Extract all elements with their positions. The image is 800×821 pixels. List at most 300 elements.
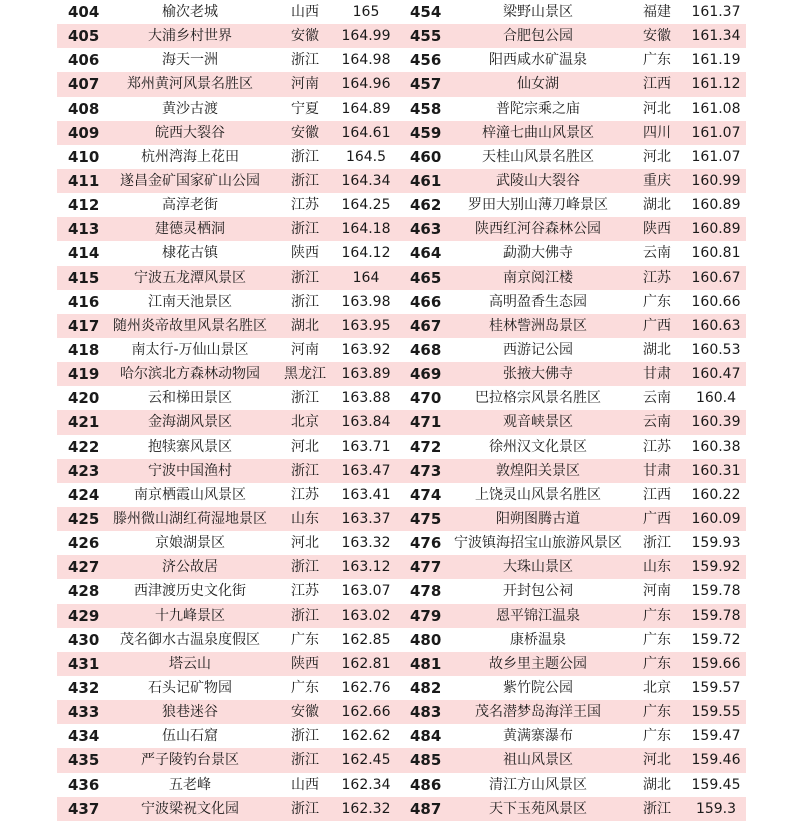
rank-cell: 421 xyxy=(68,413,100,432)
rank-cell: 422 xyxy=(68,437,100,456)
scenic-name-cell: 仙女湖 xyxy=(517,76,559,93)
rank-cell: 427 xyxy=(68,558,100,577)
rank-cell: 434 xyxy=(68,727,100,746)
rank-cell: 464 xyxy=(410,244,442,263)
score-cell: 159.57 xyxy=(691,679,741,696)
rank-cell: 474 xyxy=(410,485,442,504)
rank-cell: 435 xyxy=(68,751,100,770)
score-cell: 160.99 xyxy=(691,172,741,189)
scenic-name-cell: 勐泐大佛寺 xyxy=(503,245,573,262)
rank-cell: 404 xyxy=(68,3,100,21)
score-cell: 160.89 xyxy=(691,221,741,238)
province-cell: 浙江 xyxy=(291,607,319,624)
score-cell: 160.66 xyxy=(691,293,741,310)
rank-cell: 465 xyxy=(410,268,442,287)
table-row xyxy=(57,145,746,169)
table-row xyxy=(57,604,746,628)
score-cell: 162.45 xyxy=(341,752,391,769)
score-cell: 159.47 xyxy=(691,728,741,745)
rank-cell: 469 xyxy=(410,365,442,384)
province-cell: 陕西 xyxy=(291,245,319,262)
province-cell: 浙江 xyxy=(291,559,319,576)
province-cell: 浙江 xyxy=(291,52,319,69)
rank-cell: 432 xyxy=(68,678,100,697)
scenic-name-cell: 黄沙古渡 xyxy=(162,100,218,117)
scenic-name-cell: 徐州汉文化景区 xyxy=(489,438,587,455)
score-cell: 164.5 xyxy=(345,148,387,165)
rank-cell: 423 xyxy=(68,461,100,480)
score-cell: 160.22 xyxy=(691,486,741,503)
province-cell: 浙江 xyxy=(291,800,319,817)
province-cell: 江苏 xyxy=(291,197,319,214)
rank-cell: 420 xyxy=(68,389,100,408)
province-cell: 甘肃 xyxy=(643,366,671,383)
rank-cell: 416 xyxy=(68,292,100,311)
province-cell: 江苏 xyxy=(643,269,671,286)
province-cell: 广东 xyxy=(643,655,671,672)
rank-cell: 437 xyxy=(68,799,100,818)
score-cell: 163.92 xyxy=(341,341,391,358)
table-row xyxy=(57,724,746,748)
scenic-name-cell: 梁野山景区 xyxy=(503,4,573,20)
score-cell: 164.12 xyxy=(341,245,391,262)
scenic-name-cell: 天桂山风景名胜区 xyxy=(482,148,594,165)
scenic-name-cell: 西津渡历史文化街 xyxy=(134,583,246,600)
score-cell: 163.41 xyxy=(341,486,391,503)
table-row xyxy=(57,579,746,603)
province-cell: 江西 xyxy=(643,76,671,93)
province-cell: 浙江 xyxy=(291,728,319,745)
table-row xyxy=(57,169,746,193)
score-cell: 159.93 xyxy=(691,535,741,552)
rank-cell: 454 xyxy=(410,3,442,21)
score-cell: 159.78 xyxy=(691,607,741,624)
score-cell: 159.3 xyxy=(695,800,737,817)
province-cell: 甘肃 xyxy=(643,462,671,479)
scenic-name-cell: 哈尔滨北方森林动物园 xyxy=(120,366,260,383)
rank-cell: 424 xyxy=(68,485,100,504)
table-row xyxy=(57,628,746,652)
scenic-name-cell: 祖山风景区 xyxy=(503,752,573,769)
scenic-name-cell: 天下玉苑风景区 xyxy=(489,800,587,817)
rank-cell: 461 xyxy=(410,171,442,190)
ranking-table xyxy=(57,0,746,821)
table-row xyxy=(57,338,746,362)
rank-cell: 475 xyxy=(410,509,442,528)
score-cell: 163.71 xyxy=(341,438,391,455)
table-row xyxy=(57,48,746,72)
rank-cell: 457 xyxy=(410,75,442,94)
scenic-name-cell: 随州炎帝故里风景名胜区 xyxy=(113,317,267,334)
province-cell: 河南 xyxy=(291,341,319,358)
table-row xyxy=(57,121,746,145)
score-cell: 162.81 xyxy=(341,655,391,672)
province-cell: 广东 xyxy=(643,728,671,745)
table-row xyxy=(57,241,746,265)
score-cell: 161.12 xyxy=(691,76,741,93)
scenic-name-cell: 上饶灵山风景名胜区 xyxy=(475,486,601,503)
scenic-name-cell: 高明盈香生态园 xyxy=(489,293,587,310)
province-cell: 山西 xyxy=(291,4,319,20)
scenic-name-cell: 陕西红河谷森林公园 xyxy=(475,221,601,238)
rank-cell: 473 xyxy=(410,461,442,480)
province-cell: 山东 xyxy=(643,559,671,576)
scenic-name-cell: 紫竹院公园 xyxy=(503,679,573,696)
rank-cell: 407 xyxy=(68,75,100,94)
scenic-name-cell: 棣花古镇 xyxy=(162,245,218,262)
scenic-name-cell: 梓潼七曲山风景区 xyxy=(482,124,594,141)
score-cell: 163.84 xyxy=(341,414,391,431)
scenic-name-cell: 茂名潜梦岛海洋王国 xyxy=(475,704,601,721)
scenic-name-cell: 杭州湾海上花田 xyxy=(141,148,239,165)
table-row xyxy=(57,386,746,410)
score-cell: 162.32 xyxy=(341,800,391,817)
scenic-name-cell: 阳西咸水矿温泉 xyxy=(489,52,587,69)
province-cell: 江苏 xyxy=(291,486,319,503)
scenic-name-cell: 故乡里主题公园 xyxy=(489,655,587,672)
rank-cell: 425 xyxy=(68,509,100,528)
province-cell: 湖北 xyxy=(643,341,671,358)
rank-cell: 467 xyxy=(410,316,442,335)
scenic-name-cell: 伍山石窟 xyxy=(162,728,218,745)
table-row xyxy=(57,459,746,483)
score-cell: 161.07 xyxy=(691,124,741,141)
province-cell: 浙江 xyxy=(291,462,319,479)
rank-cell: 460 xyxy=(410,147,442,166)
score-cell: 160.67 xyxy=(691,269,741,286)
rank-cell: 479 xyxy=(410,606,442,625)
table-row xyxy=(57,773,746,797)
table-row xyxy=(57,314,746,338)
score-cell: 159.55 xyxy=(691,704,741,721)
scenic-name-cell: 榆次老城 xyxy=(162,4,218,20)
province-cell: 安徽 xyxy=(643,28,671,45)
rank-cell: 476 xyxy=(410,534,442,553)
province-cell: 云南 xyxy=(643,245,671,262)
scenic-name-cell: 南京阅江楼 xyxy=(503,269,573,286)
table-row xyxy=(57,410,746,434)
province-cell: 浙江 xyxy=(291,148,319,165)
province-cell: 湖北 xyxy=(291,317,319,334)
rank-cell: 433 xyxy=(68,703,100,722)
score-cell: 163.02 xyxy=(341,607,391,624)
province-cell: 浙江 xyxy=(291,269,319,286)
table-row xyxy=(57,0,746,24)
table-row xyxy=(57,555,746,579)
province-cell: 重庆 xyxy=(643,172,671,189)
score-cell: 160.4 xyxy=(695,390,737,407)
province-cell: 宁夏 xyxy=(291,100,319,117)
score-cell: 163.47 xyxy=(341,462,391,479)
province-cell: 浙江 xyxy=(291,221,319,238)
score-cell: 163.12 xyxy=(341,559,391,576)
scenic-name-cell: 黄满寨瀑布 xyxy=(503,728,573,745)
scenic-name-cell: 江南天池景区 xyxy=(148,293,232,310)
rank-cell: 428 xyxy=(68,582,100,601)
scenic-name-cell: 五老峰 xyxy=(169,776,211,793)
province-cell: 黑龙江 xyxy=(284,366,326,383)
rank-cell: 484 xyxy=(410,727,442,746)
score-cell: 160.81 xyxy=(691,245,741,262)
score-cell: 162.66 xyxy=(341,704,391,721)
rank-cell: 410 xyxy=(68,147,100,166)
rank-cell: 414 xyxy=(68,244,100,263)
score-cell: 163.88 xyxy=(341,390,391,407)
province-cell: 浙江 xyxy=(643,800,671,817)
province-cell: 陕西 xyxy=(643,221,671,238)
scenic-name-cell: 狼巷迷谷 xyxy=(162,704,218,721)
score-cell: 164.61 xyxy=(341,124,391,141)
table-row xyxy=(57,652,746,676)
score-cell: 159.45 xyxy=(691,776,741,793)
table-row xyxy=(57,290,746,314)
scenic-name-cell: 巴拉格宗风景名胜区 xyxy=(475,390,601,407)
scenic-name-cell: 严子陵钓台景区 xyxy=(141,752,239,769)
rank-cell: 477 xyxy=(410,558,442,577)
scenic-name-cell: 宁波镇海招宝山旅游风景区 xyxy=(454,535,622,552)
province-cell: 浙江 xyxy=(291,172,319,189)
province-cell: 广东 xyxy=(291,679,319,696)
scenic-name-cell: 十九峰景区 xyxy=(155,607,225,624)
table-row xyxy=(57,97,746,121)
scenic-name-cell: 罗田大别山薄刀峰景区 xyxy=(468,197,608,214)
province-cell: 浙江 xyxy=(291,293,319,310)
scenic-name-cell: 济公故居 xyxy=(162,559,218,576)
score-cell: 159.78 xyxy=(691,583,741,600)
rank-cell: 482 xyxy=(410,678,442,697)
province-cell: 浙江 xyxy=(291,752,319,769)
scenic-name-cell: 宁波中国渔村 xyxy=(148,462,232,479)
rank-cell: 463 xyxy=(410,220,442,239)
scenic-name-cell: 观音峡景区 xyxy=(503,414,573,431)
score-cell: 160.47 xyxy=(691,366,741,383)
score-cell: 159.46 xyxy=(691,752,741,769)
rank-cell: 430 xyxy=(68,630,100,649)
score-cell: 163.95 xyxy=(341,317,391,334)
province-cell: 广东 xyxy=(291,631,319,648)
score-cell: 160.39 xyxy=(691,414,741,431)
score-cell: 164.34 xyxy=(341,172,391,189)
scenic-name-cell: 西游记公园 xyxy=(503,341,573,358)
province-cell: 江苏 xyxy=(291,583,319,600)
score-cell: 160.31 xyxy=(691,462,741,479)
province-cell: 广东 xyxy=(643,607,671,624)
province-cell: 云南 xyxy=(643,414,671,431)
score-cell: 160.09 xyxy=(691,510,741,527)
score-cell: 163.32 xyxy=(341,535,391,552)
table-row xyxy=(57,193,746,217)
rank-cell: 412 xyxy=(68,196,100,215)
province-cell: 云南 xyxy=(643,390,671,407)
table-row xyxy=(57,217,746,241)
scenic-name-cell: 宁波五龙潭风景区 xyxy=(134,269,246,286)
rank-cell: 468 xyxy=(410,340,442,359)
table-row xyxy=(57,748,746,772)
score-cell: 160.38 xyxy=(691,438,741,455)
score-cell: 162.62 xyxy=(341,728,391,745)
rank-cell: 486 xyxy=(410,775,442,794)
score-cell: 162.34 xyxy=(341,776,391,793)
province-cell: 河北 xyxy=(643,752,671,769)
scenic-name-cell: 大浦乡村世界 xyxy=(148,28,232,45)
province-cell: 安徽 xyxy=(291,124,319,141)
score-cell: 164.25 xyxy=(341,197,391,214)
score-cell: 162.76 xyxy=(341,679,391,696)
scenic-name-cell: 宁波梁祝文化园 xyxy=(141,800,239,817)
scenic-name-cell: 郑州黄河风景名胜区 xyxy=(127,76,253,93)
rank-cell: 481 xyxy=(410,654,442,673)
scenic-name-cell: 石头记矿物园 xyxy=(148,679,232,696)
score-cell: 164.89 xyxy=(341,100,391,117)
rank-cell: 417 xyxy=(68,316,100,335)
score-cell: 165 xyxy=(352,4,380,20)
province-cell: 山东 xyxy=(291,510,319,527)
province-cell: 河北 xyxy=(643,148,671,165)
table-row xyxy=(57,531,746,555)
province-cell: 广东 xyxy=(643,293,671,310)
score-cell: 163.07 xyxy=(341,583,391,600)
rank-cell: 405 xyxy=(68,27,100,46)
score-cell: 160.89 xyxy=(691,197,741,214)
rank-cell: 413 xyxy=(68,220,100,239)
scenic-name-cell: 茂名御水古温泉度假区 xyxy=(120,631,260,648)
scenic-name-cell: 敦煌阳关景区 xyxy=(496,462,580,479)
rank-cell: 415 xyxy=(68,268,100,287)
table-row xyxy=(57,435,746,459)
scenic-name-cell: 遂昌金矿国家矿山公园 xyxy=(120,172,260,189)
rank-cell: 431 xyxy=(68,654,100,673)
rank-cell: 419 xyxy=(68,365,100,384)
rank-cell: 459 xyxy=(410,123,442,142)
province-cell: 河北 xyxy=(291,438,319,455)
scenic-name-cell: 恩平锦江温泉 xyxy=(496,607,580,624)
province-cell: 北京 xyxy=(291,414,319,431)
province-cell: 山西 xyxy=(291,776,319,793)
province-cell: 广东 xyxy=(643,704,671,721)
rank-cell: 455 xyxy=(410,27,442,46)
rank-cell: 409 xyxy=(68,123,100,142)
scenic-name-cell: 高淳老街 xyxy=(162,197,218,214)
province-cell: 湖北 xyxy=(643,197,671,214)
score-cell: 161.34 xyxy=(691,28,741,45)
rank-cell: 406 xyxy=(68,51,100,70)
province-cell: 湖北 xyxy=(643,776,671,793)
table-row xyxy=(57,72,746,96)
score-cell: 160.63 xyxy=(691,317,741,334)
score-cell: 161.08 xyxy=(691,100,741,117)
province-cell: 河南 xyxy=(291,76,319,93)
scenic-name-cell: 合肥包公园 xyxy=(503,28,573,45)
province-cell: 陕西 xyxy=(291,655,319,672)
rank-cell: 466 xyxy=(410,292,442,311)
province-cell: 河北 xyxy=(643,100,671,117)
rank-cell: 411 xyxy=(68,171,100,190)
table-row xyxy=(57,266,746,290)
rank-cell: 429 xyxy=(68,606,100,625)
scenic-name-cell: 张掖大佛寺 xyxy=(503,366,573,383)
scenic-name-cell: 武陵山大裂谷 xyxy=(496,172,580,189)
table-row xyxy=(57,797,746,821)
table-row xyxy=(57,24,746,48)
score-cell: 163.98 xyxy=(341,293,391,310)
province-cell: 福建 xyxy=(643,4,671,20)
province-cell: 江苏 xyxy=(643,438,671,455)
province-cell: 河南 xyxy=(643,583,671,600)
scenic-name-cell: 普陀宗乘之庙 xyxy=(496,100,580,117)
scenic-name-cell: 清江方山风景区 xyxy=(489,776,587,793)
province-cell: 广东 xyxy=(643,631,671,648)
score-cell: 161.07 xyxy=(691,148,741,165)
rank-cell: 462 xyxy=(410,196,442,215)
scenic-name-cell: 桂林訾洲岛景区 xyxy=(489,317,587,334)
rank-cell: 418 xyxy=(68,340,100,359)
scenic-name-cell: 南太行-万仙山景区 xyxy=(131,341,249,358)
score-cell: 162.85 xyxy=(341,631,391,648)
score-cell: 161.37 xyxy=(691,4,741,20)
score-cell: 159.72 xyxy=(691,631,741,648)
rank-cell: 487 xyxy=(410,799,442,818)
province-cell: 四川 xyxy=(643,124,671,141)
table-row xyxy=(57,483,746,507)
province-cell: 河北 xyxy=(291,535,319,552)
scenic-name-cell: 抱犊寨风景区 xyxy=(148,438,232,455)
scenic-name-cell: 南京栖霞山风景区 xyxy=(134,486,246,503)
score-cell: 164 xyxy=(352,269,380,286)
scenic-name-cell: 阳朔图腾古道 xyxy=(496,510,580,527)
scenic-name-cell: 海天一洲 xyxy=(162,52,218,69)
table-row xyxy=(57,507,746,531)
province-cell: 北京 xyxy=(643,679,671,696)
rank-cell: 480 xyxy=(410,630,442,649)
province-cell: 安徽 xyxy=(291,28,319,45)
scenic-name-cell: 滕州微山湖红荷湿地景区 xyxy=(113,510,267,527)
province-cell: 浙江 xyxy=(643,535,671,552)
score-cell: 164.96 xyxy=(341,76,391,93)
score-cell: 163.89 xyxy=(341,366,391,383)
scenic-name-cell: 塔云山 xyxy=(169,655,211,672)
rank-cell: 470 xyxy=(410,389,442,408)
scenic-name-cell: 建德灵栖洞 xyxy=(155,221,225,238)
rank-cell: 426 xyxy=(68,534,100,553)
rank-cell: 471 xyxy=(410,413,442,432)
score-cell: 160.53 xyxy=(691,341,741,358)
scenic-name-cell: 皖西大裂谷 xyxy=(155,124,225,141)
rank-cell: 483 xyxy=(410,703,442,722)
rank-cell: 458 xyxy=(410,99,442,118)
province-cell: 浙江 xyxy=(291,390,319,407)
score-cell: 164.99 xyxy=(341,28,391,45)
score-cell: 161.19 xyxy=(691,52,741,69)
table-row xyxy=(57,676,746,700)
rank-cell: 456 xyxy=(410,51,442,70)
scenic-name-cell: 云和梯田景区 xyxy=(148,390,232,407)
province-cell: 广西 xyxy=(643,510,671,527)
table-row xyxy=(57,700,746,724)
score-cell: 164.98 xyxy=(341,52,391,69)
table-row xyxy=(57,362,746,386)
rank-cell: 472 xyxy=(410,437,442,456)
score-cell: 164.18 xyxy=(341,221,391,238)
score-cell: 159.92 xyxy=(691,559,741,576)
rank-cell: 485 xyxy=(410,751,442,770)
scenic-name-cell: 金海湖风景区 xyxy=(148,414,232,431)
scenic-name-cell: 京娘湖景区 xyxy=(155,535,225,552)
rank-cell: 408 xyxy=(68,99,100,118)
rank-cell: 436 xyxy=(68,775,100,794)
province-cell: 广西 xyxy=(643,317,671,334)
province-cell: 安徽 xyxy=(291,704,319,721)
score-cell: 159.66 xyxy=(691,655,741,672)
